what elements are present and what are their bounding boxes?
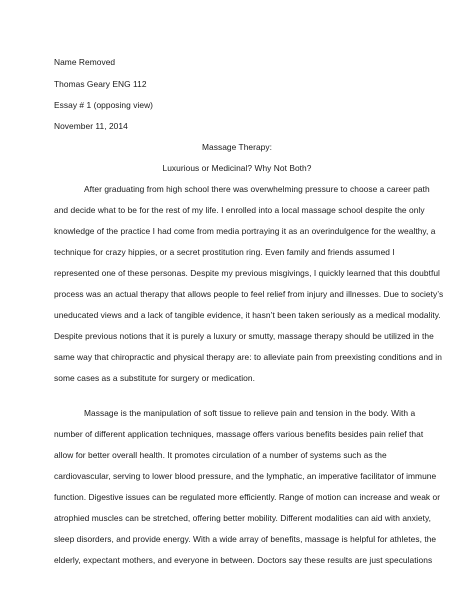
assignment-line: Essay # 1 (opposing view) (54, 100, 154, 110)
paragraph-1-line: some cases as a substitute for surgery or medication. (54, 373, 255, 383)
paragraph-1-line: knowledge of the practice I had come from media portraying it as an overindulgence for the wealthy, a (54, 226, 436, 236)
paragraph-2-line: allow for better overall health. It promotes circulation of a number of systems such as the (54, 450, 387, 460)
paragraph-1-line: process was an actual therapy that allows people to feel relief from injury and illnesses. Due to society’s (54, 289, 444, 299)
author-name: Name Removed (54, 57, 116, 67)
paragraph-1-line: After graduating from high school there was overwhelming pressure to choose a career path (84, 184, 430, 194)
paragraph-2-line: Massage is the manipulation of soft tissue to relieve pain and tension in the body. With a (84, 408, 416, 418)
date-line: November 11, 2014 (54, 121, 128, 131)
title-line-2: Luxurious or Medicinal? Why Not Both? (162, 163, 312, 173)
paragraph-1-line: same way that chiropractic and physical therapy are: to alleviate pain from preexisting conditions and in (54, 352, 442, 362)
paragraph-2-line: sleep disorders, and provide energy. With a wide array of benefits, massage is helpful for athletes, the (54, 534, 437, 544)
paragraph-2-line: function. Digestive issues can be regulated more efficiently. Range of motion can increase and weak or (54, 492, 441, 502)
course-line: Thomas Geary ENG 112 (54, 79, 147, 89)
paragraph-1-line: represented one of these personas. Despite my previous misgivings, I quickly learned that this doubtful (54, 268, 440, 278)
paragraph-2-line: cardiovascular, serving to lower blood pressure, and the lymphatic, an imperative facilitator of immune (54, 471, 437, 481)
paragraph-1-line: technique for crazy hippies, or a secret prostitution ring. Even family and friends assumed I (54, 247, 395, 257)
paragraph-2-line: atrophied muscles can be stretched, offering better mobility. Different modalities can aid with anxiety, (54, 513, 431, 523)
title-line-1: Massage Therapy: (201, 142, 272, 152)
paragraph-2-line: number of different application techniques, massage offers various benefits besides pain relief that (54, 429, 424, 439)
paragraph-1-line: uneducated views and a lack of tangible evidence, it hasn’t been taken seriously as a medical modality. (54, 310, 441, 320)
paragraph-1-line: and decide what to be for the rest of my life. I enrolled into a local massage school despite the only (54, 205, 425, 215)
paragraph-1-line: Despite previous notions that it is purely a luxury or smutty, massage therapy should be utilized in the (54, 331, 434, 341)
paragraph-2-line: elderly, expectant mothers, and everyone in between. Doctors say these results are just speculations (54, 555, 433, 565)
